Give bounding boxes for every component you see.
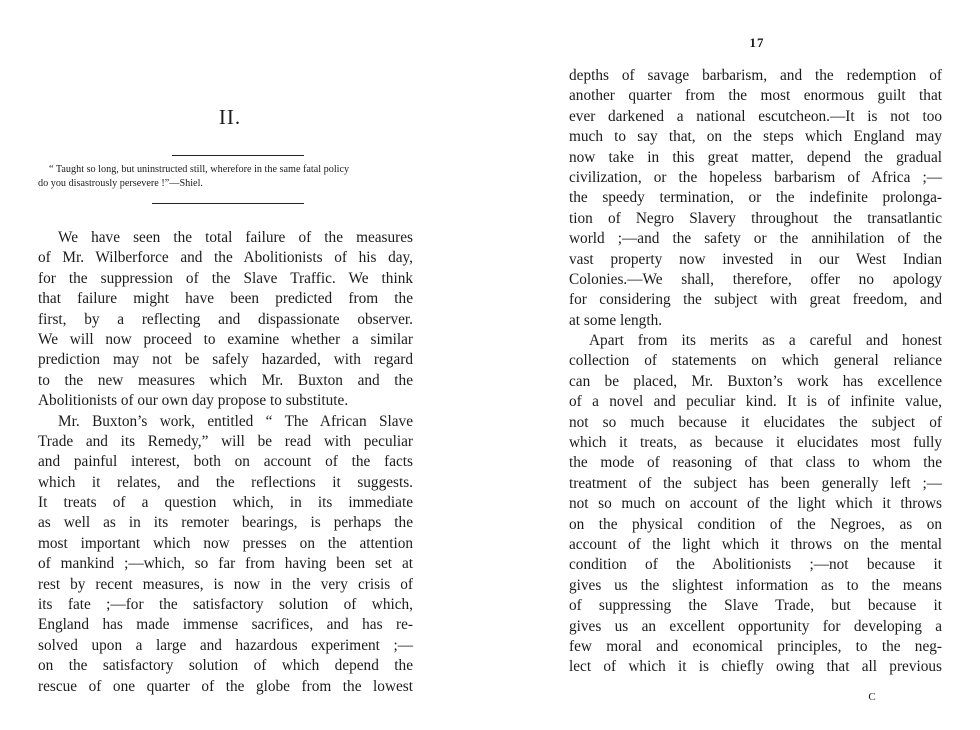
text-line: which it treats, as because it elucidates most fully — [569, 434, 942, 452]
text-line: solved upon a large and hazardous experiment ;— — [38, 636, 413, 654]
text-line: tion of Negro Slavery throughout the transatlantic — [569, 209, 942, 227]
text-line: as well as in its remoter bearings, is perhaps the — [38, 514, 413, 532]
text-line: of mankind ;—which, so far from having been set at — [38, 555, 413, 573]
signature-mark: C — [868, 691, 876, 703]
text-line: account of the light which it throws on the mental — [569, 535, 942, 553]
text-line: Apart from its merits as a careful and honest — [589, 332, 942, 350]
text-line: treatment of the subject has been generally left ;— — [569, 474, 942, 492]
text-line: not so much because it elucidates the subject of — [569, 413, 942, 431]
text-line: the mode of reasoning of that class to whom the — [569, 454, 942, 472]
text-line: at some length. — [569, 311, 663, 329]
text-line: We have seen the total failure of the measures — [58, 229, 413, 246]
text-line: for considering the subject with great freedom, and — [569, 291, 942, 309]
epigraph-rule-top — [172, 155, 304, 156]
text-line: its fate ;—for the satisfactory solution of which, — [38, 596, 413, 614]
text-line: depths of savage barbarism, and the redemption of — [569, 67, 942, 84]
epigraph-rule-bottom — [152, 203, 304, 204]
left-body-text — [38, 228, 413, 697]
chapter-heading: II. — [218, 105, 242, 129]
text-line: ever darkened a national escutcheon.—It is not too — [569, 107, 942, 125]
text-line: Abolitionists of our own day propose to substitute. — [38, 392, 349, 410]
text-line: of suppressing the Slave Trade, but because it — [569, 597, 942, 615]
text-line: and painful interest, both on account of the facts — [38, 453, 413, 471]
text-line: not so much on account of the light which it throws — [569, 495, 942, 513]
text-line: which it relates, and the reflections it suggests. — [38, 473, 413, 491]
text-line: to the new measures which Mr. Buxton and the — [38, 371, 413, 389]
text-line: England has made immense sacrifices, and has re- — [38, 616, 413, 634]
text-line: for the suppression of the Slave Traffic. We think — [38, 269, 413, 287]
text-line: gives us an excellent opportunity for developing a — [569, 617, 942, 635]
text-line: Mr. Buxton’s work, entitled “ The African Slave — [58, 412, 413, 430]
text-line: condition of the Abolitionists ;—not because it — [569, 556, 942, 574]
text-line: vast property now invested in our West Indian — [569, 250, 942, 268]
text-line: lect of which it is chiefly owing that all previous — [569, 658, 942, 676]
text-line: Colonies.—We shall, therefore, offer no apology — [569, 270, 942, 288]
page-number: 17 — [749, 35, 765, 50]
epigraph — [38, 163, 418, 191]
epigraph-line: “ Taught so long, but uninstructed still, wherefore in the same fatal policy — [49, 164, 350, 175]
epigraph-line: do you disastrously persevere !”—Shiel. — [38, 178, 203, 189]
text-line: first, by a reflecting and dispassionate observer. — [38, 310, 413, 328]
text-line: world ;—and the safety or the annihilation of the — [569, 230, 942, 248]
text-line: prediction may not be safely hazarded, with regard — [38, 351, 413, 369]
text-line: It treats of a question which, in its immediate — [38, 494, 413, 512]
text-line: can be placed, Mr. Buxton’s work has excellence — [569, 372, 942, 390]
text-line: Trade and its Remedy,” will be read with peculiar — [38, 432, 413, 450]
text-line: rest by recent measures, is now in the very crisis of — [38, 575, 413, 593]
text-line: most important which now presses on the attention — [38, 534, 413, 552]
text-line: We will now proceed to examine whether a similar — [38, 330, 413, 348]
text-line: gives us the slightest information as to the means — [569, 576, 942, 594]
text-line: collection of statements on which general reliance — [569, 352, 942, 370]
text-line: another quarter from the most enormous guilt that — [569, 87, 942, 105]
text-line: civilization, or the hopeless barbarism of Africa ;— — [569, 168, 942, 186]
text-line: of Mr. Wilberforce and the Abolitionists of his day, — [38, 249, 413, 267]
text-line: the speedy termination, or the indefinite prolonga- — [569, 189, 942, 207]
text-line: that failure might have been predicted from the — [38, 290, 413, 308]
text-line: now take in this great matter, depend the gradual — [569, 148, 942, 166]
text-line: few moral and economical principles, to the neg- — [569, 637, 942, 655]
right-body-text — [569, 66, 942, 678]
text-line: on the physical condition of the Negroes, as on — [569, 515, 942, 533]
text-line: rescue of one quarter of the globe from the lowest — [38, 677, 413, 695]
text-line: on the satisfactory solution of which depend the — [38, 657, 413, 675]
text-line: much to say that, on the steps which England may — [569, 128, 942, 146]
text-line: of a novel and peculiar kind. It is of infinite value, — [569, 393, 942, 411]
